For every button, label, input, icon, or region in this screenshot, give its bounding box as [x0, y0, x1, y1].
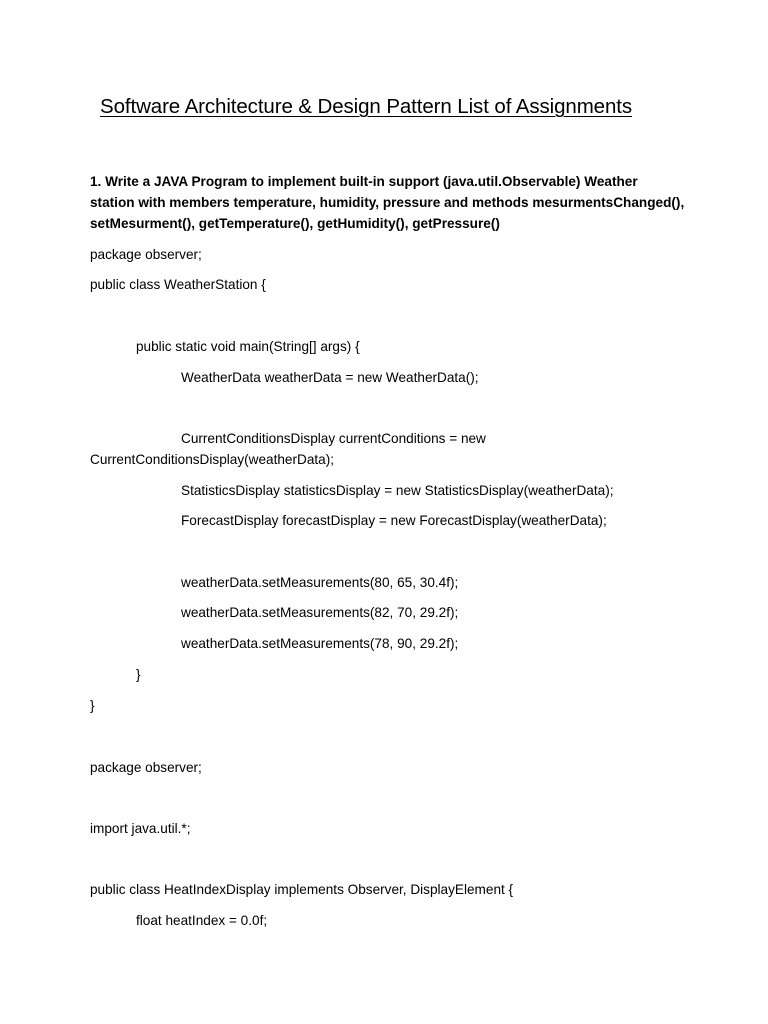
question-line-3: setMesurment(), getTemperature(), getHumidity(), getPressure() — [90, 216, 500, 231]
code-line: WeatherData weatherData = new WeatherData(); — [181, 370, 479, 385]
code-line: } — [136, 667, 141, 682]
code-line: public static void main(String[] args) { — [136, 339, 360, 354]
code-line: public class HeatIndexDisplay implements Observer, DisplayElement { — [90, 882, 514, 897]
code-line: } — [90, 698, 95, 713]
code-line: ForecastDisplay forecastDisplay = new ForecastDisplay(weatherData); — [181, 513, 607, 528]
code-line: float heatIndex = 0.0f; — [136, 913, 268, 928]
code-line: CurrentConditionsDisplay currentConditions = new — [181, 431, 486, 446]
code-line: public class WeatherStation { — [90, 277, 266, 292]
code-line: weatherData.setMeasurements(80, 65, 30.4f); — [181, 575, 459, 590]
code-line: StatisticsDisplay statisticsDisplay = new StatisticsDisplay(weatherData); — [181, 483, 614, 498]
code-line: weatherData.setMeasurements(78, 90, 29.2f); — [181, 636, 459, 651]
code-line: package observer; — [90, 247, 202, 262]
code-line: weatherData.setMeasurements(82, 70, 29.2f); — [181, 605, 459, 620]
code-line: CurrentConditionsDisplay(weatherData); — [90, 452, 335, 467]
question-line-1: 1. Write a JAVA Program to implement built-in support (java.util.Observable) Weather — [90, 174, 638, 189]
code-line: package observer; — [90, 760, 202, 775]
question-line-2: station with members temperature, humidity, pressure and methods mesurmentsChanged(), — [90, 195, 685, 210]
document-title: Software Architecture & Design Pattern List of Assignments — [100, 95, 633, 118]
code-line: import java.util.*; — [90, 821, 191, 836]
